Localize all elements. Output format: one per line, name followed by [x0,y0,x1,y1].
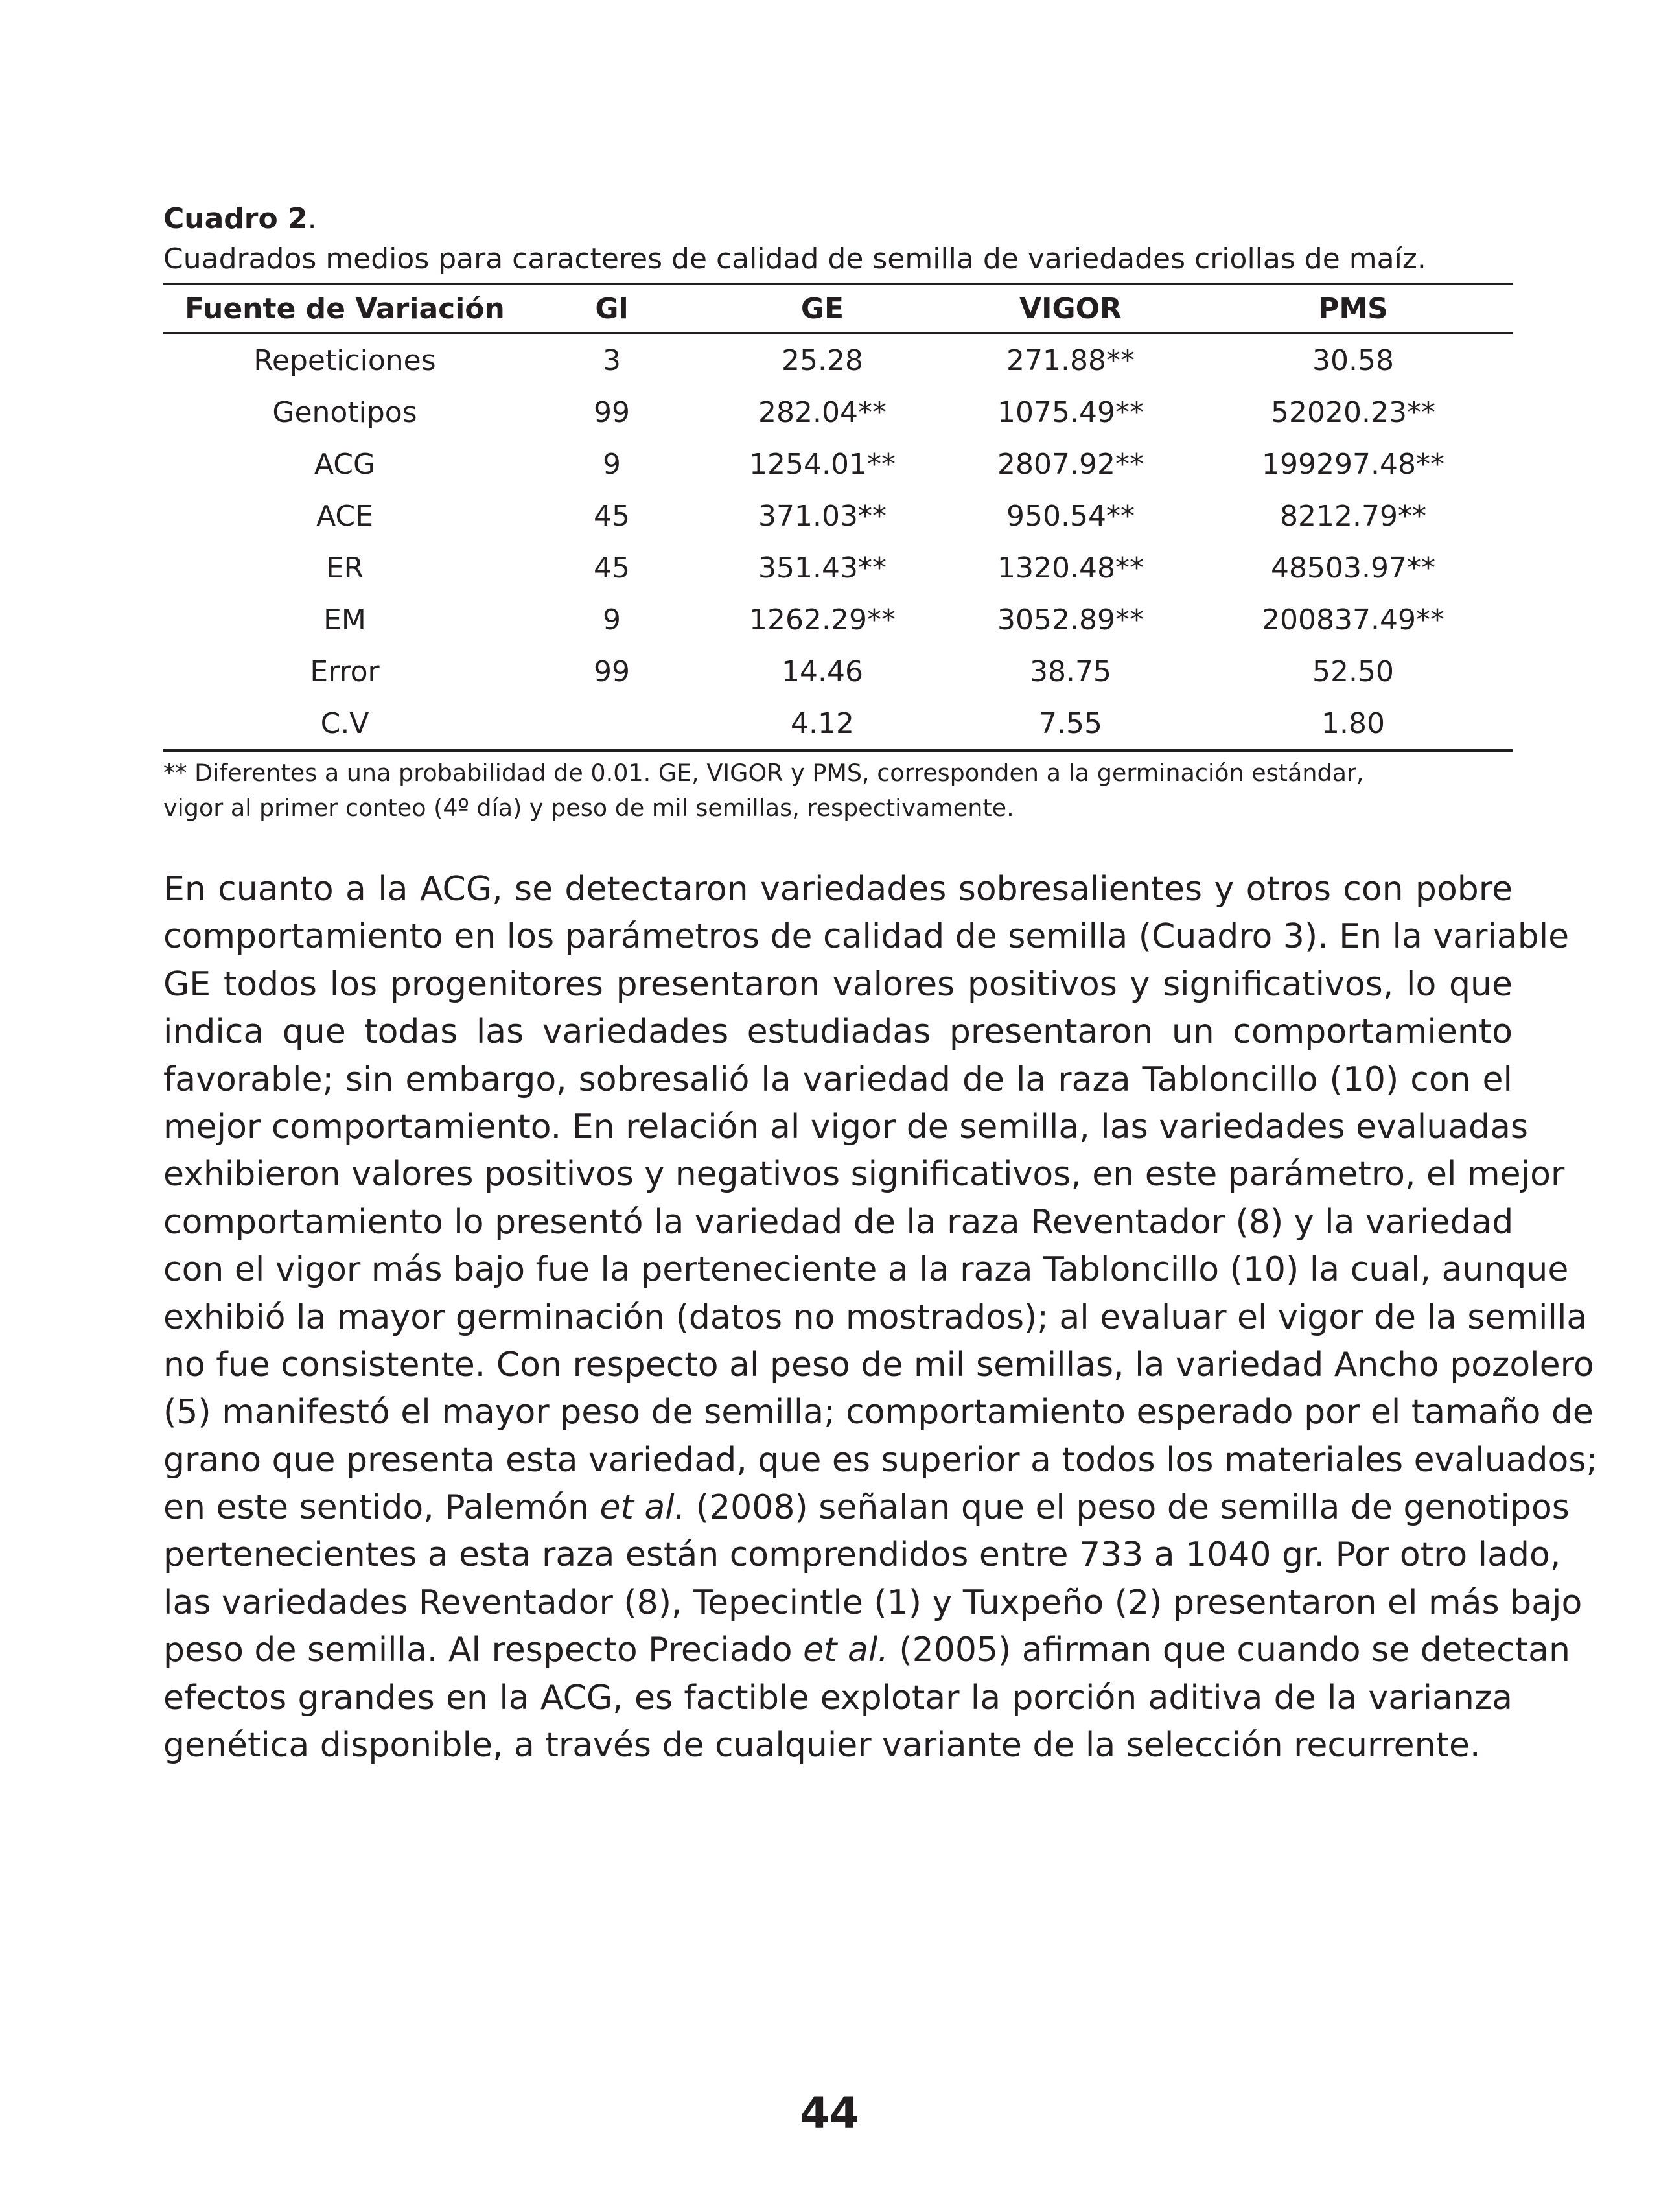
paragraph-line: indica que todas las variedades estudiadas presentaron un comportamiento [163,1012,1513,1052]
table-row [163,333,1513,386]
paragraph-line [163,1484,1570,1531]
paragraph-text: peso de semilla. Al respecto Preciado [163,1631,804,1670]
cell-fuente: ACG [314,447,376,481]
cell-vigor: 2807.92** [997,447,1144,481]
anova-table [163,283,1513,752]
paragraph-line: efectos grandes en la ACG, es factible explotar la porción aditiva de la varianza [163,1678,1513,1717]
paragraph-line: con el vigor más bajo fue la perteneciente a la raza Tabloncillo (10) la cual, aunque [163,1250,1569,1290]
cell-ge: 351.43** [758,551,887,585]
cell-fuente: EM [323,603,366,636]
cell-fuente: Error [310,655,380,688]
paragraph-line: GE todos los progenitores presentaron valores positivos y significativos, lo que [163,964,1513,1004]
table-row [163,386,1513,438]
cell-ge: 1254.01** [749,447,896,481]
cell-pms: 48503.97** [1271,551,1435,585]
paragraph-line: comportamiento lo presentó la variedad de la raza Reventador (8) y la variedad [163,1202,1514,1242]
cell-gl: 9 [603,603,621,636]
table-row [163,697,1513,751]
citation-et-al: et al. [599,1488,686,1528]
paragraph-line: En cuanto a la ACG, se detectaron variedades sobresalientes y otros con pobre [163,870,1513,909]
footnote-line: vigor al primer conteo (4º día) y peso de mil semillas, respectivamente. [163,794,1014,822]
cell-gl [526,697,697,751]
table-caption-title [163,200,1513,239]
paragraph-line: no fue consistente. Con respecto al peso de mil semillas, la variedad Ancho pozolero [163,1345,1594,1384]
header-ge: GE [800,292,844,325]
cell-ge: 1262.29** [749,603,896,636]
cell-pms: 200837.49** [1262,603,1444,636]
cell-pms: 1.80 [1321,706,1385,740]
cell-ge: 14.46 [782,655,863,688]
cell-vigor: 271.88** [1006,343,1135,377]
header-fuente-de-variacion: Fuente de Variación [185,292,505,325]
paragraph-line: favorable; sin embargo, sobresalió la variedad de la raza Tabloncillo (10) con el [163,1060,1513,1099]
footnote-line: ** Diferentes a una probabilidad de 0.01. GE, VIGOR y PMS, corresponden a la germinación estándar, [163,759,1364,787]
table-row [163,646,1513,697]
body-paragraph [163,866,1597,1769]
cell-vigor: 3052.89** [997,603,1144,636]
cell-fuente: ER [325,551,364,585]
cell-gl: 3 [603,343,621,377]
page-content [163,200,1597,1769]
citation-et-al: et al. [803,1631,888,1670]
table-caption-period: . [307,202,317,235]
cell-ge: 282.04** [758,395,887,429]
cell-gl: 45 [594,551,630,585]
paragraph-text: en este sentido, Palemón [163,1488,600,1528]
cell-gl: 99 [594,395,630,429]
cell-fuente: ACE [316,499,373,533]
cell-pms: 52020.23** [1271,395,1435,429]
table-caption-label: Cuadro 2 [163,202,308,235]
cell-ge: 25.28 [782,343,863,377]
paragraph-line: exhibió la mayor germinación (datos no mostrados); al evaluar el vigor de la semilla [163,1298,1588,1337]
cell-vigor: 1320.48** [997,551,1144,585]
paragraph-line: grano que presenta esta variedad, que es superior a todos los materiales evaluados; [163,1440,1597,1480]
cell-gl: 99 [594,655,630,688]
cell-gl: 45 [594,499,630,533]
cell-pms: 30.58 [1312,343,1394,377]
table-footnote [163,756,1513,826]
page-number: 44 [800,2088,859,2138]
table-row [163,490,1513,542]
cell-ge: 4.12 [791,706,854,740]
cell-vigor: 950.54** [1006,499,1135,533]
paragraph-line: pertenecientes a esta raza están comprendidos entre 733 a 1040 gr. Por otro lado, [163,1535,1561,1575]
paragraph-line [163,1627,1570,1674]
header-pms: PMS [1318,292,1388,325]
paragraph-text: (2008) señalan que el peso de semilla de genotipos [685,1488,1570,1528]
table-row [163,542,1513,594]
paragraph-text: (2005) afirman que cuando se detectan [888,1631,1570,1670]
cell-vigor: 7.55 [1039,706,1102,740]
cell-fuente: Repeticiones [253,343,436,377]
paragraph-line: mejor comportamiento. En relación al vigor de semilla, las variedades evaluadas [163,1107,1529,1147]
paragraph-line: exhibieron valores positivos y negativos significativos, en este parámetro, el mejor [163,1155,1565,1194]
table-row [163,594,1513,646]
cell-fuente: C.V [320,706,369,740]
cell-ge: 371.03** [758,499,887,533]
paragraph-line: las variedades Reventador (8), Tepecintle (1) y Tuxpeño (2) presentaron el más bajo [163,1583,1583,1622]
header-vigor: VIGOR [1019,292,1122,325]
paragraph-line: genética disponible, a través de cualquier variante de la selección recurrente. [163,1726,1481,1765]
cell-pms: 8212.79** [1280,499,1426,533]
paragraph-line: comportamiento en los parámetros de calidad de semilla (Cuadro 3). En la variable [163,917,1570,957]
cell-fuente: Genotipos [272,395,417,429]
cell-vigor: 38.75 [1030,655,1111,688]
table-row [163,438,1513,490]
paragraph-line: (5) manifestó el mayor peso de semilla; comportamiento esperado por el tamaño de [163,1393,1594,1432]
cell-pms: 52.50 [1312,655,1394,688]
header-gl: Gl [595,292,629,325]
table-header-row [163,284,1513,333]
cell-gl: 9 [603,447,621,481]
table-caption-description: Cuadrados medios para caracteres de calidad de semilla de variedades criollas de maíz. [163,242,1426,275]
cell-vigor: 1075.49** [997,395,1144,429]
cell-pms: 199297.48** [1262,447,1444,481]
